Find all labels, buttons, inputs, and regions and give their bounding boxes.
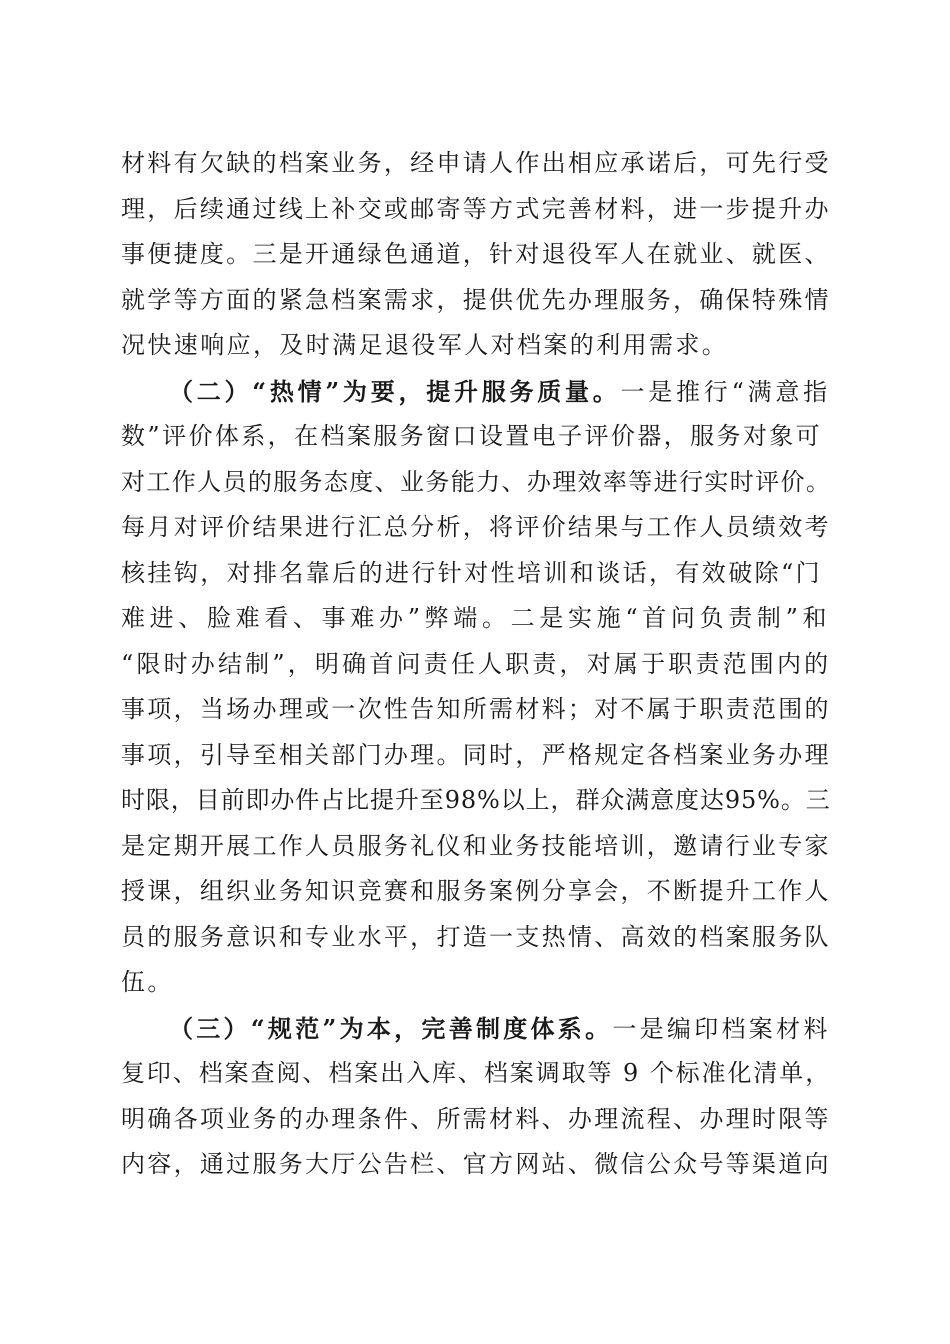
line-text: 时限，目前即办件占比提升至98%以上，群众满意度达95%。三 xyxy=(121,786,831,814)
text-line xyxy=(121,551,831,597)
line-text: 材料有欠缺的档案业务，经申请人作出相应承诺后，可先行受 xyxy=(121,149,831,177)
line-text: 事项，当场办理或一次性告知所需材料；对不属于职责范围的 xyxy=(121,695,831,723)
line-text: 每月对评价结果进行汇总分析，将评价结果与工作人员绩效考 xyxy=(121,513,831,541)
line-text: 内容，通过服务大厅公告栏、官方网站、微信公众号等渠道向 xyxy=(121,1150,831,1178)
line-text: 数”评价体系，在档案服务窗口设置电子评价器，服务对象可 xyxy=(121,422,823,450)
line-text: 是定期开展工作人员服务礼仪和业务技能培训，邀请行业专家 xyxy=(121,831,831,860)
body-text xyxy=(121,141,831,1188)
text-line xyxy=(121,1006,831,1052)
line-text: 事项，引导至相关部门办理。同时，严格规定各档案业务办理 xyxy=(121,740,831,769)
text-line xyxy=(121,323,831,369)
line-text: 事便捷度。三是开通绿色通道，针对退役军人在就业、就医、 xyxy=(121,240,831,268)
line-text: 难进、脸难看、事难办”弊端。二是实施“首问负责制”和 xyxy=(121,604,832,632)
text-line xyxy=(121,414,831,460)
text-line xyxy=(121,824,831,870)
text-line xyxy=(121,141,831,187)
line-text: 伍。 xyxy=(121,968,174,996)
line-text: 况快速响应，及时满足退役军人对档案的利用需求。 xyxy=(121,331,729,359)
line-text: 复印、档案查阅、档案出入库、档案调取等 9 个标准化清单， xyxy=(121,1059,832,1087)
text-line xyxy=(121,960,831,1006)
line-text: 就学等方面的紧急档案需求，提供优先办理服务，确保特殊情 xyxy=(121,285,831,314)
text-line xyxy=(121,187,831,233)
line-text: 一是推行“满意指 xyxy=(620,377,831,406)
text-line xyxy=(121,1051,831,1097)
text-line xyxy=(121,1097,831,1143)
line-text: 核挂钩，对排名靠后的进行针对性培训和谈话，有效破除“门 xyxy=(121,558,823,587)
text-line xyxy=(121,232,831,278)
line-text: 一是编印档案材料 xyxy=(612,1014,831,1043)
section-heading: （三）“规范”为本，完善制度体系。 xyxy=(169,1013,613,1043)
line-text: “限时办结制”，明确首问责任人职责，对属于职责范围内的 xyxy=(121,649,832,678)
text-line xyxy=(121,505,831,551)
text-line xyxy=(121,460,831,506)
text-line xyxy=(121,369,831,415)
text-line xyxy=(121,915,831,961)
line-text: 明确各项业务的办理条件、所需材料、办理流程、办理时限等 xyxy=(121,1104,831,1133)
line-text: 理，后续通过线上补交或邮寄等方式完善材料，进一步提升办 xyxy=(121,194,831,223)
line-text: 对工作人员的服务态度、业务能力、办理效率等进行实时评价。 xyxy=(121,467,832,496)
section-heading: （二）“热情”为要，提升服务质量。 xyxy=(169,376,621,406)
text-line xyxy=(121,733,831,779)
text-line xyxy=(121,596,831,642)
text-line xyxy=(121,1142,831,1188)
text-line xyxy=(121,869,831,915)
text-line xyxy=(121,687,831,733)
line-text: 员的服务意识和专业水平，打造一支热情、高效的档案服务队 xyxy=(121,922,831,951)
line-text: 授课，组织业务知识竞赛和服务案例分享会，不断提升工作人 xyxy=(121,877,831,905)
text-line xyxy=(121,642,831,688)
text-line xyxy=(121,278,831,324)
text-line xyxy=(121,778,831,824)
